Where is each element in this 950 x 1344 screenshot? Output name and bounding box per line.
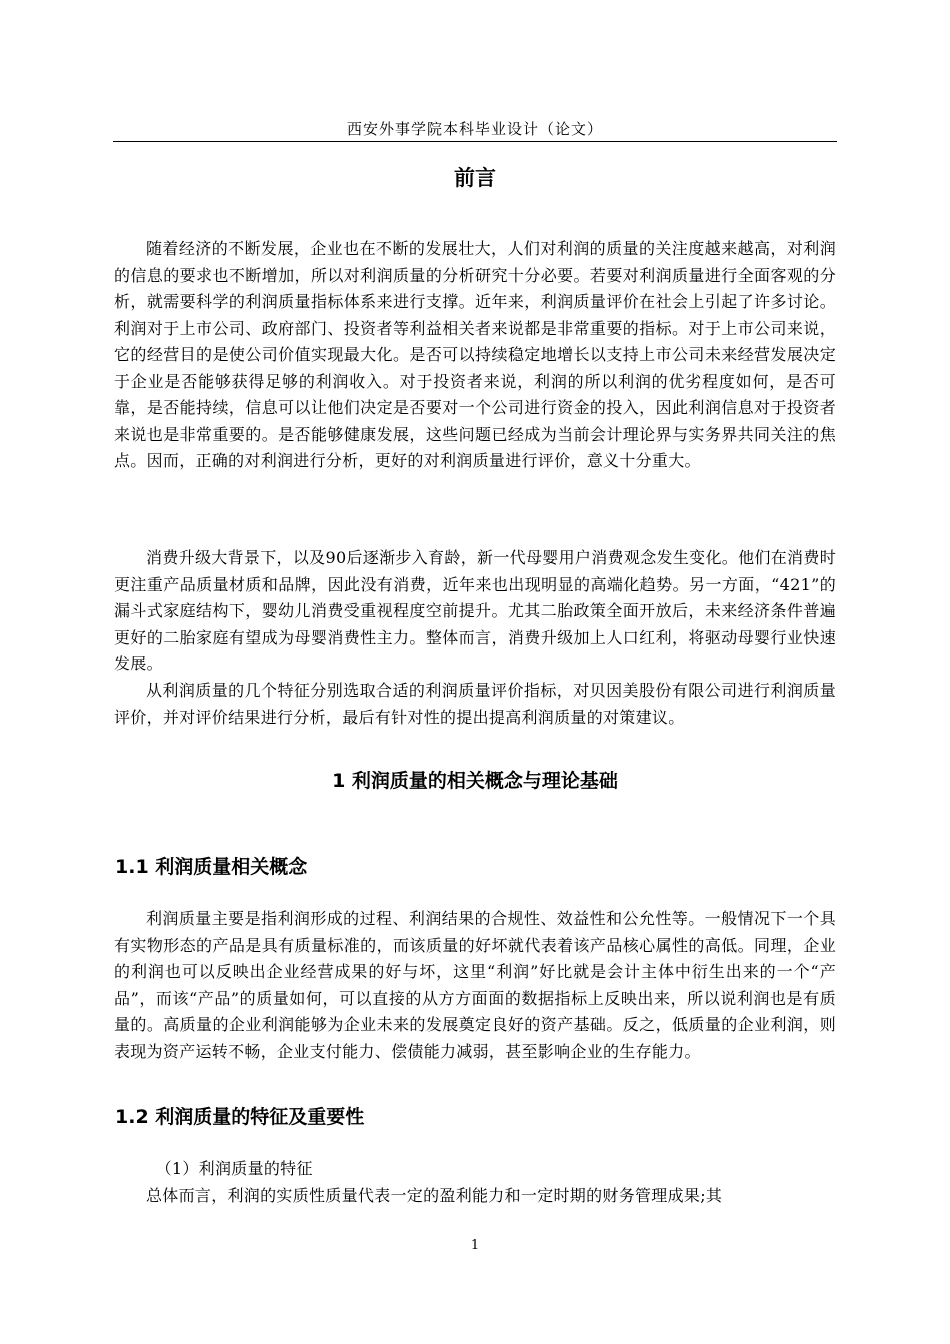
section-1-2-title: 1.2 利润质量的特征及重要性 [115, 1106, 365, 1128]
section-1-2-paragraph: 总体而言，利润的实质性质量代表一定的盈利能力和一定时期的财务管理成果;其 [146, 1186, 723, 1205]
section-1-2-subheading: （1）利润质量的特征 [155, 1159, 313, 1178]
preface-paragraph-2: 消费升级大背景下，以及90后逐渐步入育龄，新一代母婴用户消费观念发生变化。他们在消费时更注重产品质量材质和品牌，因此没有消费，近年来也出现明显的高端化趋势。另一方面，“421”的漏斗式家庭结构下，婴幼儿消费受重视程度空前提升。尤其二胎政策全面开放后，未来经济条件普遍更好的二胎家庭有望成为母婴消费性主力。整体而言，消费升级加上人口红利，将驱动母婴行业快速发展。 [114, 548, 836, 673]
chapter-1-title: 1 利润质量的相关概念与理论基础 [332, 770, 618, 792]
header-divider [113, 141, 837, 142]
preface-paragraph-1: 随着经济的不断发展，企业也在不断的发展壮大，人们对利润的质量的关注度越来越高，对利润的信息的要求也不断增加，所以对利润质量的分析研究十分必要。若要对利润质量进行全面客观的分析，就需要科学的利润质量指标体系来进行支撑。近年来，利润质量评价在社会上引起了许多讨论。利润对于上市公司、政府部门、投资者等利益相关者来说都是非常重要的指标。对于上市公司来说，它的经营目的是使公司价值实现最大化。是否可以持续稳定地增长以支持上市公司未来经营发展决定于企业是否能够获得足够的利润收入。对于投资者来说，利润的所以利润的优劣程度如何，是否可靠，是否能持续，信息可以让他们决定是否要对一个公司进行资金的投入，因此利润信息对于投资者来说也是非常重要的。是否能够健康发展，这些问题已经成为当前会计理论界与实务界共同关注的焦点。因而，正确的对利润进行分析，更好的对利润质量进行评价，意义十分重大。 [114, 239, 836, 470]
preface-paragraph-3: 从利润质量的几个特征分别选取合适的利润质量评价指标，对贝因美股份有限公司进行利润质量评价，并对评价结果进行分析，最后有针对性的提出提高利润质量的对策建议。 [114, 681, 836, 727]
section-1-1-title: 1.1 利润质量相关概念 [115, 856, 308, 878]
preface-title: 前言 [454, 166, 496, 190]
page-number: 1 [470, 1238, 480, 1253]
section-1-1-paragraph: 利润质量主要是指利润形成的过程、利润结果的合规性、效益性和公允性等。一般情况下一个具有实物形态的产品是具有质量标准的，而该质量的好坏就代表着该产品核心属性的高低。同理，企业的利润也可以反映出企业经营成果的好与坏，这里“利润”好比就是会计主体中衍生出来的一个“产品”，而该“产品”的质量如何，可以直接的从方方面面的数据指标上反映出来，所以说利润也是有质量的。高质量的企业利润能够为企业未来的发展奠定良好的资产基础。反之，低质量的企业利润，则表现为资产运转不畅，企业支付能力、偿债能力减弱，甚至影响企业的生存能力。 [114, 909, 836, 1061]
running-header: 西安外事学院本科毕业设计（论文） [346, 120, 603, 138]
